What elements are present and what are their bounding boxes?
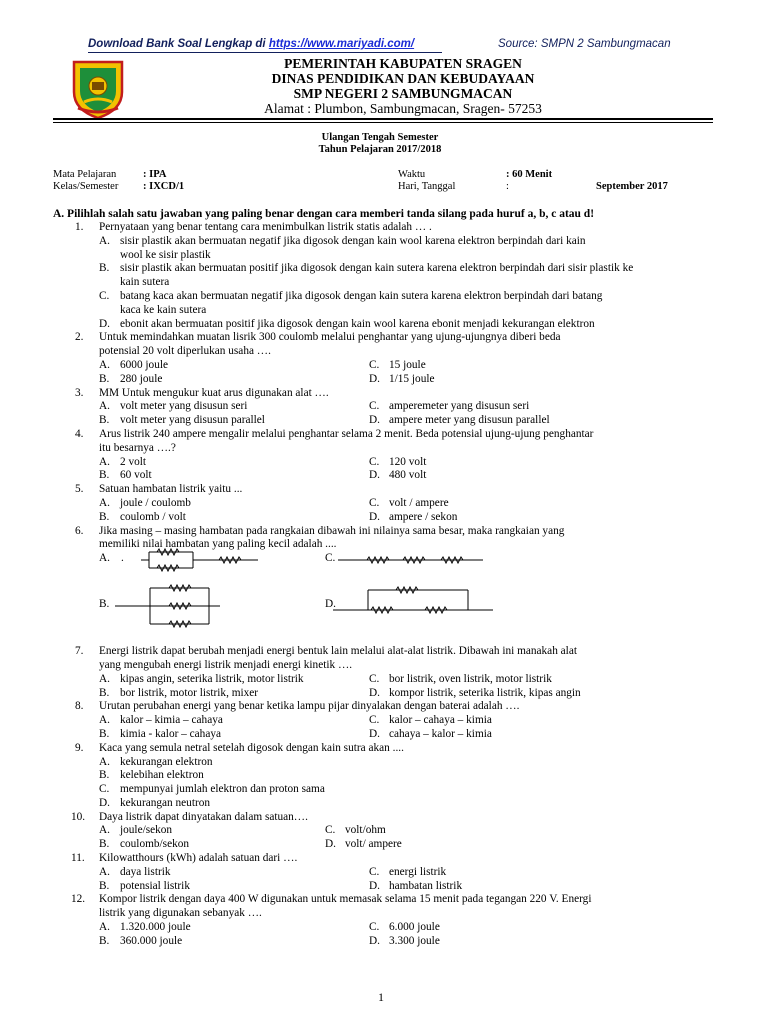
option-text-cont: wool ke sisir plastik — [120, 248, 211, 261]
option-row — [53, 769, 713, 783]
option-text: daya listrik — [120, 865, 171, 878]
option-row — [53, 921, 713, 935]
exam-title-block — [250, 132, 510, 155]
option-row — [53, 497, 713, 511]
option-row — [53, 687, 713, 701]
question-text: MM Untuk mengukur kuat arus digunakan alat …. — [99, 386, 329, 399]
option-text: batang kaca akan bermuatan negatif jika digosok dengan kain sutera karena elektron berpindah dari batang — [120, 289, 603, 302]
subject-value: : IPA — [143, 169, 167, 180]
option-letter: B. — [99, 727, 110, 740]
question-number: 9. — [75, 741, 84, 754]
option-letter: B. — [99, 598, 110, 611]
option-letter: B. — [99, 372, 110, 385]
option-text: sisir plastik akan bermuatan positif jika digosok dengan kain sutera karena elektron berpindah dari sisir plastik ke — [120, 262, 634, 275]
option-text: mempunyai jumlah elektron dan proton sama — [120, 783, 325, 796]
option-text: volt/ohm — [345, 824, 386, 837]
option-row — [53, 359, 713, 373]
option-row — [53, 714, 713, 728]
question-text: Untuk memindahkan muatan lisrik 300 coulomb melalui penghantar yang ujung-ujungnya diberi beda — [99, 331, 561, 344]
option-letter: B. — [99, 769, 110, 782]
option-text: kekurangan elektron — [120, 755, 213, 768]
question-text: Jika masing – masing hambatan pada rangkaian dibawah ini nilainya sama besar, maka rangkaian yang — [99, 524, 565, 537]
option-letter: C. — [369, 358, 380, 371]
option-letter: D. — [369, 510, 380, 523]
option-letter: D. — [369, 372, 380, 385]
option-row — [53, 235, 713, 249]
question-text: Kompor listrik dengan daya 400 W digunakan untuk memasak selama 15 menit pada tegangan 220 V. Energi — [99, 893, 592, 906]
option-text: hambatan listrik — [389, 879, 463, 892]
option-letter: B. — [99, 469, 110, 482]
option-letter: D. — [99, 317, 110, 330]
download-banner — [88, 38, 688, 54]
option-letter: B. — [99, 262, 110, 275]
question-number: 7. — [75, 645, 84, 658]
question-number: 10. — [71, 810, 86, 823]
option-text: 480 volt — [389, 469, 427, 482]
question-4 — [53, 428, 713, 442]
option-row — [53, 880, 713, 894]
exam-year: Tahun Pelajaran 2017/2018 — [318, 143, 442, 155]
exam-title: Ulangan Tengah Semester — [321, 132, 439, 143]
question-text-row — [53, 345, 713, 359]
option-text: 6000 joule — [120, 358, 169, 371]
option-text: sisir plastik akan bermuatan negatif jika digosok dengan kain wool karena elektron berpindah dari kain — [120, 234, 586, 247]
question-text-row — [53, 538, 713, 552]
option-text: kelebihan elektron — [120, 769, 204, 782]
option-letter: A. — [99, 400, 110, 413]
option-letter: D. — [369, 414, 380, 427]
option-row — [53, 249, 713, 263]
banner-underline — [88, 52, 442, 53]
header-line-3: SMP NEGERI 2 SAMBUNGMACAN — [293, 86, 513, 101]
option-letter: D. — [369, 934, 380, 947]
option-letter: A. — [99, 552, 110, 565]
question-7 — [53, 645, 713, 659]
question-list — [53, 221, 713, 949]
option-letter: A. — [99, 714, 110, 727]
option-text: 60 volt — [120, 469, 152, 482]
option-letter: C. — [369, 714, 380, 727]
option-row — [53, 838, 713, 852]
question-text-cont: listrik yang digunakan sebanyak …. — [99, 907, 262, 920]
option-text: 15 joule — [389, 358, 426, 371]
option-text: joule/sekon — [120, 824, 173, 837]
option-row — [53, 262, 713, 276]
question-6 — [53, 525, 713, 539]
question-3 — [53, 387, 713, 401]
option-letter: B. — [99, 510, 110, 523]
option-letter: A. — [99, 496, 110, 509]
question-number: 12. — [71, 893, 86, 906]
option-text: 2 volt — [120, 455, 147, 468]
time-label: Waktu — [398, 169, 426, 180]
option-row — [53, 304, 713, 318]
circuit-b — [115, 588, 220, 624]
option-letter: A. — [99, 755, 110, 768]
option-row — [53, 511, 713, 525]
page-number: 1 — [378, 990, 384, 1004]
school-address: Alamat : Plumbon, Sambungmacan, Sragen- 57253 — [264, 101, 542, 116]
question-number: 6. — [75, 524, 84, 537]
option-letter: C. — [99, 783, 110, 796]
class-label: Kelas/Semester — [53, 181, 119, 192]
option-row — [53, 728, 713, 742]
option-row — [53, 318, 713, 332]
option-text: ampere / sekon — [389, 510, 458, 523]
option-text: 120 volt — [389, 455, 427, 468]
class-value: : IXCD/1 — [143, 181, 185, 192]
option-text: volt meter yang disusun parallel — [120, 414, 265, 427]
question-text-cont: yang mengubah energi listrik menjadi energi kinetik …. — [99, 658, 353, 671]
question-number: 2. — [75, 331, 84, 344]
option-row — [53, 400, 713, 414]
option-row — [53, 673, 713, 687]
time-value: : 60 Menit — [506, 169, 553, 180]
option-letter: C. — [369, 496, 380, 509]
option-text: kalor – kimia – cahaya — [120, 714, 223, 727]
question-12 — [53, 893, 713, 907]
option-letter: D. — [369, 879, 380, 892]
question-number: 1. — [75, 221, 84, 233]
source-text: Source: SMPN 2 Sambungmacan — [498, 38, 671, 50]
option-text: amperemeter yang disusun seri — [389, 400, 530, 413]
option-text: volt/ ampere — [345, 838, 402, 851]
option-letter: B. — [99, 414, 110, 427]
question-5 — [53, 483, 713, 497]
header-line-1: PEMERINTAH KABUPATEN SRAGEN — [284, 56, 522, 71]
question-number: 11. — [71, 852, 85, 865]
option-text: energi listrik — [389, 865, 447, 878]
option-letter: B. — [99, 686, 110, 699]
question-text: Daya listrik dapat dinyatakan dalam satuan…. — [99, 810, 308, 823]
option-text: kimia - kalor – cahaya — [120, 727, 221, 740]
option-letter: C. — [325, 552, 336, 565]
option-letter: A. — [99, 358, 110, 371]
question-text-row — [53, 442, 713, 456]
option-text: kipas angin, seterika listrik, motor listrik — [120, 672, 304, 685]
option-text: kompor listrik, seterika listrik, kipas angin — [389, 686, 581, 699]
option-text: 360.000 joule — [120, 934, 183, 947]
question-text-cont: potensial 20 volt diperlukan usaha …. — [99, 345, 271, 358]
question-text: Kilowatthours (kWh) adalah satuan dari …. — [99, 852, 298, 865]
option-text: cahaya – kalor – kimia — [389, 727, 492, 740]
option-letter: A. — [99, 921, 110, 934]
option-letter: B. — [99, 934, 110, 947]
option-letter: D. — [325, 598, 336, 611]
option-letter: A. — [99, 824, 110, 837]
option-text: 3.300 joule — [389, 934, 440, 947]
date-label: Hari, Tanggal — [398, 181, 456, 192]
option-text: ampere meter yang disusun parallel — [389, 414, 550, 427]
option-text: potensial listrik — [120, 879, 190, 892]
option-row — [53, 456, 713, 470]
question-text-cont: itu besarnya ….? — [99, 441, 176, 454]
option-letter: A. — [99, 865, 110, 878]
option-text: 280 joule — [120, 372, 163, 385]
option-letter: C. — [325, 824, 336, 837]
question-text: Arus listrik 240 ampere mengalir melalui penghantar selama 2 menit. Beda potensial ujung-ujung penghantar — [99, 427, 594, 440]
subject-label: Mata Pelajaran — [53, 169, 117, 180]
header-rule-bottom — [53, 122, 713, 123]
download-text — [88, 38, 414, 50]
option-row — [53, 866, 713, 880]
question-1 — [53, 221, 713, 235]
option-text: bor listrik, oven listrik, motor listrik — [389, 672, 552, 685]
question-text: Energi listrik dapat berubah menjadi energi bentuk lain melalui alat-alat listrik. Dibawah ini manakah alat — [99, 645, 577, 658]
option-letter: B. — [99, 879, 110, 892]
option-row — [53, 290, 713, 304]
option-row — [53, 783, 713, 797]
question-9 — [53, 742, 713, 756]
option-row — [53, 469, 713, 483]
school-header — [240, 56, 566, 117]
option-row — [53, 824, 713, 838]
option-letter: C. — [369, 865, 380, 878]
date-colon: : — [506, 181, 509, 192]
option-text: volt / ampere — [389, 496, 449, 509]
question-8 — [53, 700, 713, 714]
option-letter: C. — [369, 921, 380, 934]
option-letter: C. — [369, 672, 380, 685]
question-number: 3. — [75, 386, 84, 399]
question-number: 8. — [75, 700, 84, 713]
question-text-row — [53, 907, 713, 921]
option-text: kalor – cahaya – kimia — [389, 714, 492, 727]
option-text: kekurangan neutron — [120, 796, 211, 809]
option-letter: D. — [369, 469, 380, 482]
option-letter: A. — [99, 455, 110, 468]
regency-emblem-icon — [70, 58, 126, 120]
section-instruction: A. Pilihlah salah satu jawaban yang paling benar dengan cara memberi tanda silang pada huruf a, b, c atau d! — [53, 208, 595, 220]
question-text: Kaca yang semula netral setelah digosok dengan kain sutra akan .... — [99, 741, 404, 754]
question-number: 5. — [75, 483, 84, 496]
question-11 — [53, 852, 713, 866]
option-letter: D. — [369, 727, 380, 740]
question-text-row — [53, 659, 713, 673]
question-2 — [53, 331, 713, 345]
option-letter: D. — [99, 796, 110, 809]
option-letter: C. — [369, 400, 380, 413]
option-letter: A. — [99, 672, 110, 685]
option-row — [53, 414, 713, 428]
option-letter: C. — [369, 455, 380, 468]
option-text: coulomb/sekon — [120, 838, 190, 851]
question-text: Urutan perubahan energi yang benar ketika lampu pijar dinyalakan dengan baterai adalah …. — [99, 700, 520, 713]
option-row — [53, 276, 713, 290]
option-text-cont: kaca ke kain sutera — [120, 303, 207, 316]
option-text-cont: kain sutera — [120, 276, 170, 289]
option-row — [53, 797, 713, 811]
option-row — [53, 935, 713, 949]
header-line-2: DINAS PENDIDIKAN DAN KEBUDAYAAN — [271, 71, 535, 86]
option-text: volt meter yang disusun seri — [120, 400, 248, 413]
circuit-options — [53, 552, 713, 645]
option-text: 1.320.000 joule — [120, 921, 191, 934]
resistor-circuit-diagrams — [53, 552, 713, 645]
question-10 — [53, 811, 713, 825]
option-text: joule / coulomb — [120, 496, 191, 509]
option-row — [53, 756, 713, 770]
option-letter: C. — [99, 289, 110, 302]
option-row — [53, 373, 713, 387]
question-number: 4. — [75, 427, 84, 440]
download-prefix: Download Bank Soal Lengkap di — [88, 38, 269, 50]
option-dot: . — [121, 552, 124, 565]
date-value: September 2017 — [596, 181, 668, 192]
question-text: Satuan hambatan listrik yaitu ... — [99, 483, 243, 496]
option-letter: B. — [99, 838, 110, 851]
question-text: Pernyataan yang benar tentang cara menimbulkan listrik statis adalah … . — [99, 221, 432, 233]
option-text: coulomb / volt — [120, 510, 186, 523]
option-text: 1/15 joule — [389, 372, 435, 385]
header-rule-top — [53, 118, 713, 120]
option-letter: D. — [369, 686, 380, 699]
question-text-cont: memiliki nilai hambatan yang paling kecil adalah .... — [99, 538, 337, 551]
download-link[interactable]: https://www.mariyadi.com/ — [268, 38, 415, 50]
option-text: ebonit akan bermuatan positif jika digosok dengan kain wool karena ebonit menjadi kekurangan elektron — [120, 317, 595, 330]
option-text: 6.000 joule — [389, 921, 440, 934]
option-text: bor listrik, motor listrik, mixer — [120, 686, 259, 699]
option-letter: D. — [325, 838, 336, 851]
option-letter: A. — [99, 234, 110, 247]
